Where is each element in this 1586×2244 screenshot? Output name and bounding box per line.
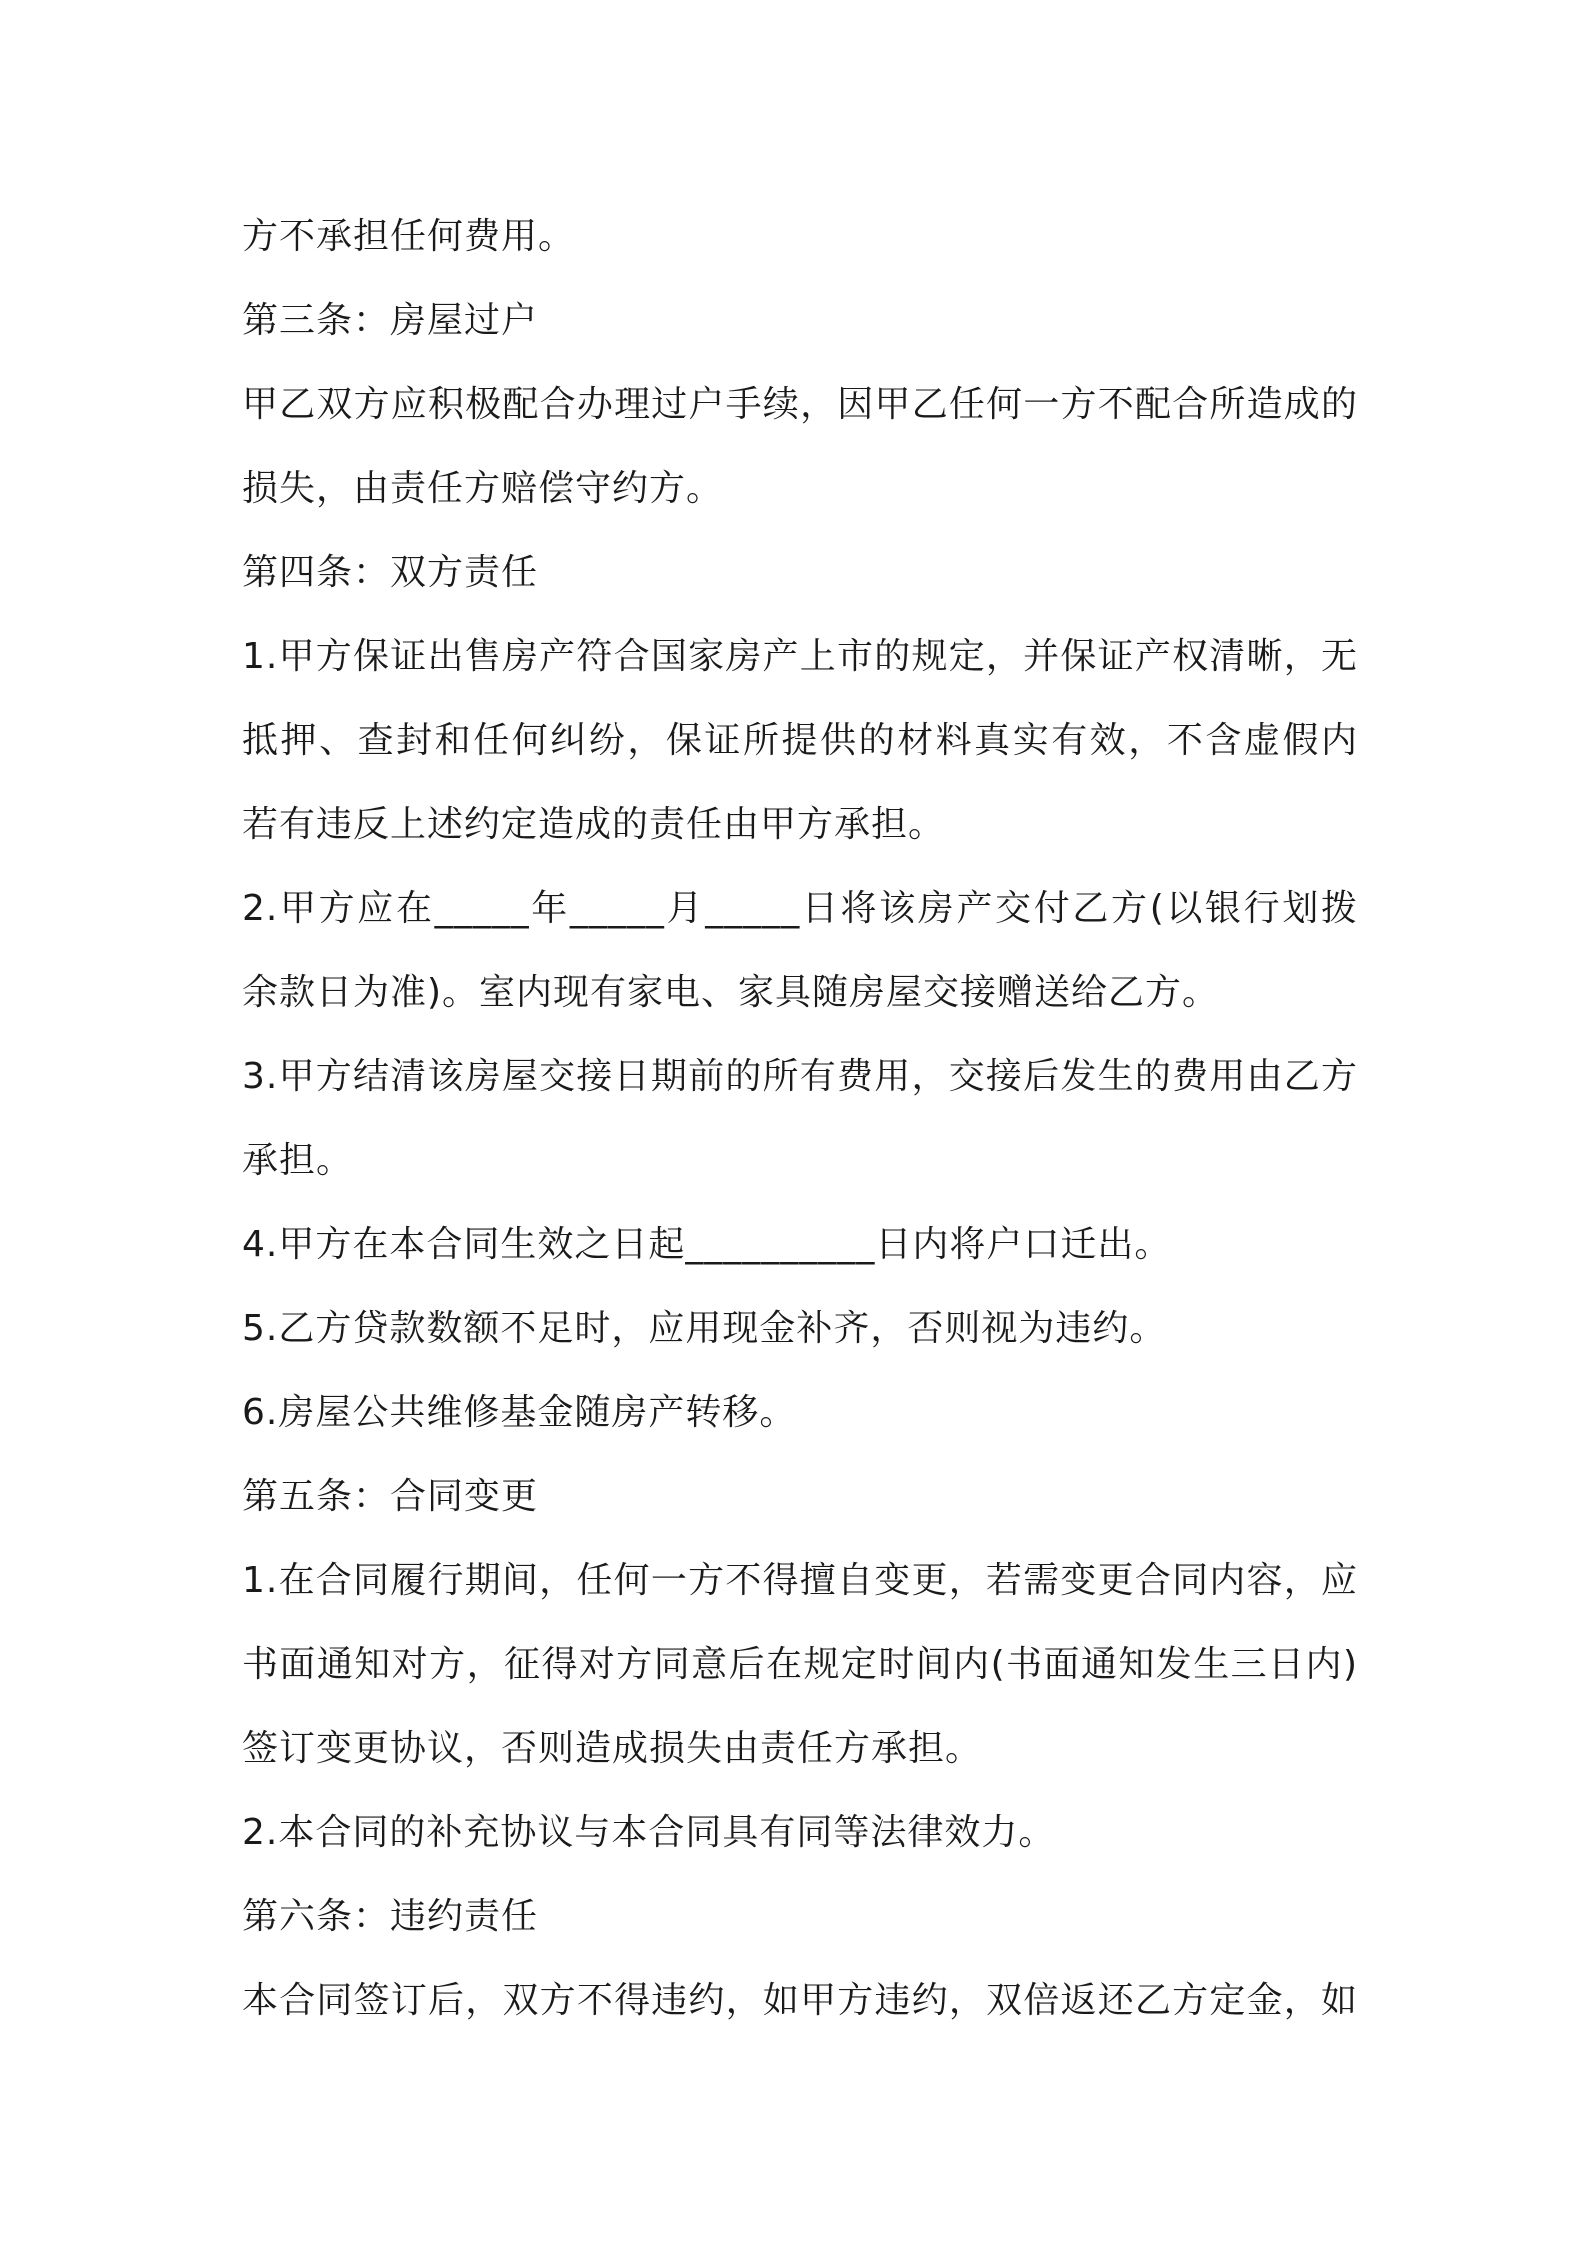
text-line-10: 余款日为准)。室内现有家电、家具随房屋交接赠送给乙方。 xyxy=(242,972,1220,1013)
text-line-9: 2.甲方应在_____年_____月_____日将该房产交付乙方(以银行划拨 xyxy=(242,888,1358,929)
text-line-19: 签订变更协议，否则造成损失由责任方承担。 xyxy=(242,1728,983,1769)
text-line-1: 方不承担任何费用。 xyxy=(242,216,576,257)
text-line-14: 5.乙方贷款数额不足时，应用现金补齐，否则视为违约。 xyxy=(242,1308,1167,1349)
section-heading-6: 第六条：违约责任 xyxy=(242,1896,539,1937)
text-line-15: 6.房屋公共维修基金随房产转移。 xyxy=(242,1392,797,1433)
section-heading-4: 第四条：双方责任 xyxy=(242,552,539,593)
text-line-3: 甲乙双方应积极配合办理过户手续，因甲乙任何一方不配合所造成的 xyxy=(242,384,1358,425)
text-line-6: 1.甲方保证出售房产符合国家房产上市的规定，并保证产权清晰，无 xyxy=(242,636,1358,677)
text-line-7: 抵押、查封和任何纠纷，保证所提供的材料真实有效，不含虚假内 xyxy=(242,720,1358,761)
text-line-18: 书面通知对方，征得对方同意后在规定时间内(书面通知发生三日内) xyxy=(242,1644,1358,1685)
text-line-22: 本合同签订后，双方不得违约，如甲方违约，双倍返还乙方定金，如 xyxy=(242,1980,1358,2021)
text-line-4: 损失，由责任方赔偿守约方。 xyxy=(242,468,724,509)
text-line-8: 若有违反上述约定造成的责任由甲方承担。 xyxy=(242,804,946,845)
contract-text-body xyxy=(242,195,1358,2043)
text-line-20: 2.本合同的补充协议与本合同具有同等法律效力。 xyxy=(242,1812,1056,1853)
text-line-12: 承担。 xyxy=(242,1140,354,1181)
text-line-17: 1.在合同履行期间，任何一方不得擅自变更，若需变更合同内容，应 xyxy=(242,1560,1358,1601)
section-heading-3: 第三条：房屋过户 xyxy=(242,300,539,341)
text-line-13: 4.甲方在本合同生效之日起__________日内将户口迁出。 xyxy=(242,1224,1172,1265)
text-line-11: 3.甲方结清该房屋交接日期前的所有费用，交接后发生的费用由乙方 xyxy=(242,1056,1358,1097)
section-heading-5: 第五条：合同变更 xyxy=(242,1476,539,1517)
